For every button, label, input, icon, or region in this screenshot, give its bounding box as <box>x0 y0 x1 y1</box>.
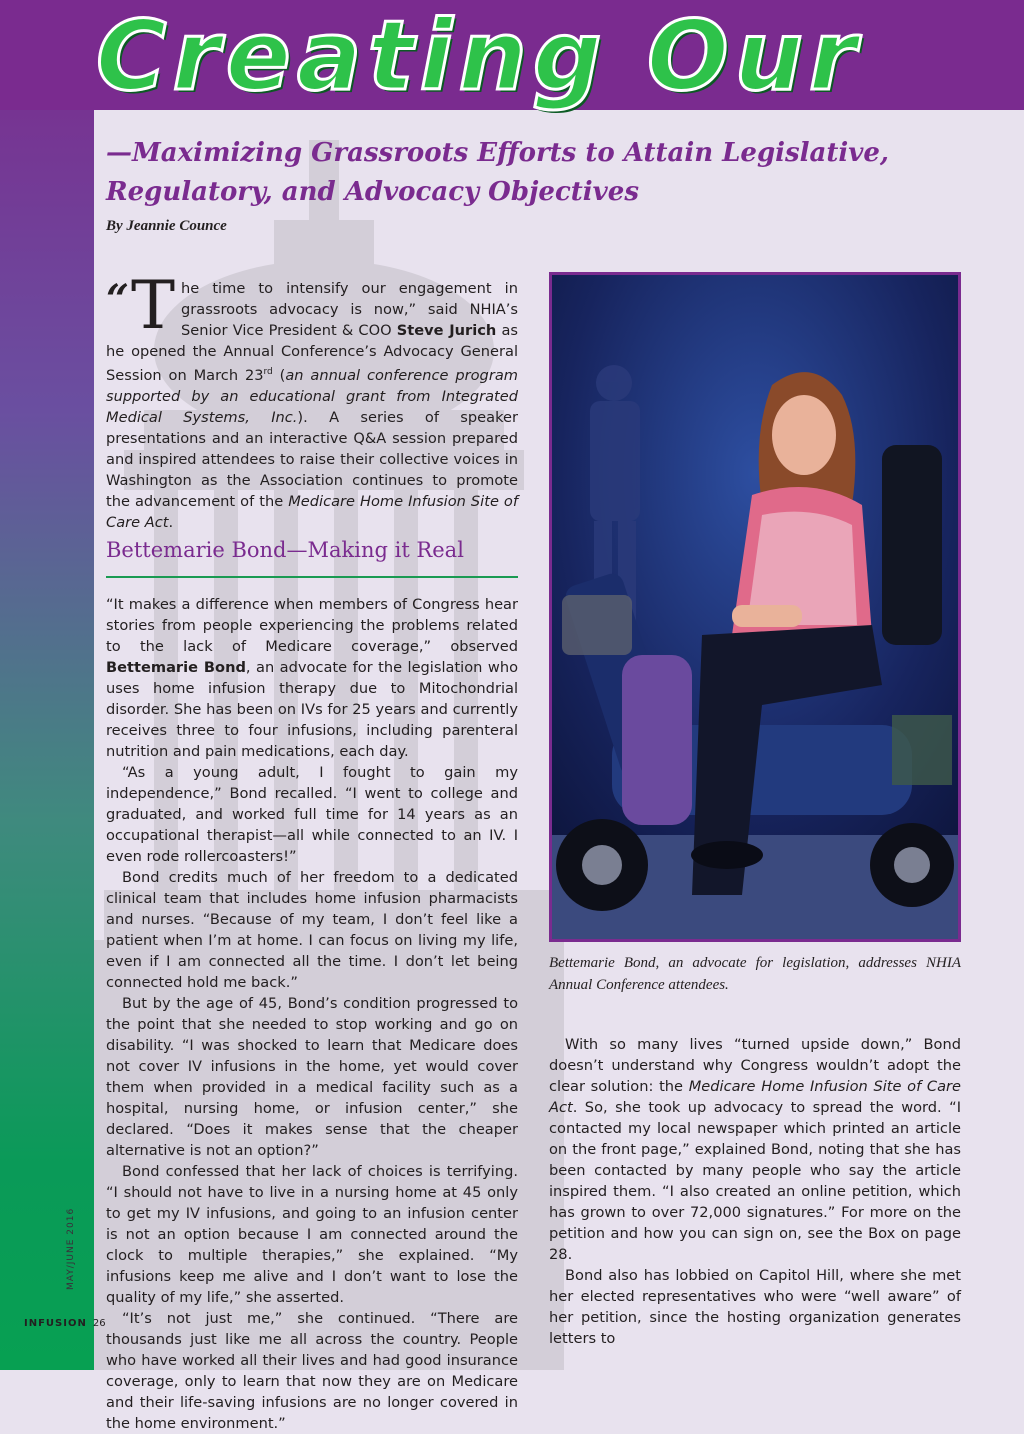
section-divider <box>106 576 518 578</box>
left-gradient-strip <box>0 0 94 1370</box>
body-paragraph: Bond confessed that her lack of choices is terrifying. “I should not have to live in a nursing home at 45 only to get my IV infusions, and going to an infusion center is not an option because I am connected around the clock to multiple therapies,” she explained. “My infusions keep me alive and I don’t want to lose the quality of my life,” she asserted. <box>106 1163 518 1306</box>
speaker-name: Steve Jurich <box>396 322 497 339</box>
section-heading: Bettemarie Bond—Making it Real <box>106 538 464 562</box>
body-paragraph: “It’s not just me,” she continued. “There are thousands just like me all across the country. People who have worked all their lives and had good insurance coverage, only to learn that now they are on Medicare and their life-saving infusions are no longer covered in the home environment.” <box>106 1310 518 1432</box>
sponsor-note: an annual conference program supported by an educational grant from Integrated Medical Systems, Inc. <box>106 366 518 426</box>
photo-illustration <box>552 275 958 939</box>
advocate-name: Bettemarie Bond <box>106 659 246 676</box>
body-paragraph: Bond also has lobbied on Capitol Hill, where she met her elected representatives who were “well aware” of her petition, since the hosting organization generates letters to <box>549 1267 961 1347</box>
drop-cap: T <box>131 267 176 344</box>
page-footer <box>24 1318 106 1329</box>
issue-date: MAY/JUNE 2016 <box>66 1207 76 1290</box>
byline: By Jeannie Counce <box>106 218 227 234</box>
left-column-body <box>106 594 518 1434</box>
ordinal-suffix: rd <box>263 367 273 377</box>
page-number: 26 <box>92 1318 106 1329</box>
body-paragraph: But by the age of 45, Bond’s condition progressed to the point that she needed to stop working and go on disability. “I was shocked to learn that Medicare does not cover IV infusions in the home, yet would cover them when provided in a medical facility such as a hospital, nursing home, or infusion center,” she declared. “Does it makes sense that the cheaper alternative is not an option?” <box>106 995 518 1159</box>
body-text: “It makes a difference when members of Congress hear stories from people experiencing the problems related to the lack of Medicare coverage,” observed <box>106 596 518 655</box>
act-title: Medicare Home Infusion Site of Care Act <box>106 492 518 531</box>
body-text: With so many lives “turned upside down,” Bond doesn’t understand why Congress wouldn’t adopt the clear solution: the <box>549 1036 961 1095</box>
photo-caption: Bettemarie Bond, an advocate for legislation, addresses NHIA Annual Conference attendees. <box>549 955 961 993</box>
intro-text: he time to intensify our engagement in grassroots advocacy is now,” said NHIA’s Senior Vice President & COO <box>181 280 518 339</box>
act-title: Medicare Home Infusion Site of Care Act <box>549 1078 961 1116</box>
magazine-name: INFUSION <box>24 1318 87 1329</box>
intro-text: as he opened the Annual Conference’s Advocacy General Session on March 23 <box>106 322 518 384</box>
body-paragraph <box>549 1034 961 1265</box>
body-text: . So, she took up advocacy to spread the word. “I contacted my local newspaper which printed an article on the front page,” explained Bond, noting that she has been contacted by many people who say the article inspired them. “I also created an online petition, which has grown to over 72,000 signatures.” For more on the petition and how you can sign on, see the Box on page 28. <box>549 1099 961 1263</box>
body-paragraph <box>106 594 518 762</box>
article-subtitle: —Maximizing Grassroots Efforts to Attain Legislative, Regulatory, and Advocacy Objectives <box>106 138 889 207</box>
headline-title: Creating Our <box>96 0 863 112</box>
opening-quote-mark: “ <box>106 276 130 323</box>
body-paragraph: “As a young adult, I fought to gain my independence,” Bond recalled. “I went to college and graduated, and worked full time for 14 years as an occupational therapist—all while connected to an IV. I even rode rollercoasters!” <box>106 764 518 865</box>
intro-text: ). A series of speaker presentations and an interactive Q&A session prepared and inspired attendees to raise their collective voices in Washington as the Association continues to promote the advancement of the <box>106 408 518 510</box>
body-text: , an advocate for the legislation who uses home infusion therapy due to Mitochondrial disorder. She has been on IVs for 25 years and currently receives three to four infusions, including parenteral nutrition and pain medications, each day. <box>106 659 518 760</box>
body-paragraph: Bond credits much of her freedom to a dedicated clinical team that includes home infusion pharmacists and nurses. “Because of my team, I don’t feel like a patient when I’m at home. I can focus on living my life, even if I am connected all the time. I don’t let being connected hold me back.” <box>106 869 518 991</box>
intro-text: . <box>168 513 174 531</box>
right-column-body <box>549 1034 961 1349</box>
intro-paragraph <box>106 267 518 533</box>
article-photo <box>549 272 961 942</box>
intro-text: ( <box>272 366 286 384</box>
